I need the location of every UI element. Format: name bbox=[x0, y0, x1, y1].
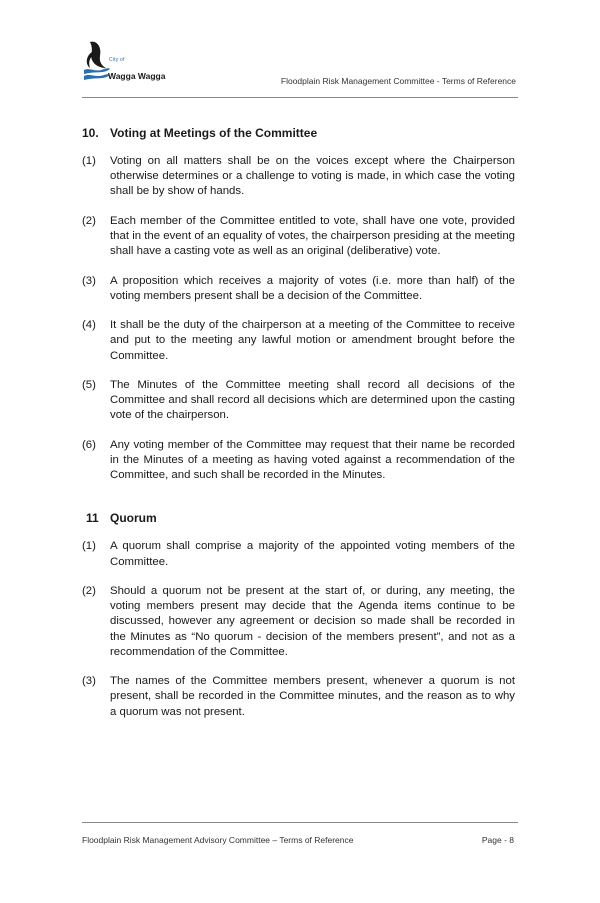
header-divider bbox=[82, 97, 518, 98]
page-number: Page - 8 bbox=[481, 835, 514, 845]
clause-text: A proposition which receives a majority of votes (i.e. more than half) of the voting members present shall be a decision of the Committee. bbox=[110, 274, 515, 302]
clause-text: It shall be the duty of the chairperson at a meeting of the Committee to receive and put to the meeting any lawful motion or amendment brought before the Committee. bbox=[110, 319, 515, 362]
logo-name: Wagga Wagga bbox=[108, 71, 166, 81]
section-number: 10. bbox=[82, 126, 99, 140]
clause bbox=[82, 438, 515, 484]
clause-text: The names of the Committee members present, whenever a quorum is not present, shall be recorded in the Committee minutes, and the reason as to why a quorum was not present. bbox=[110, 675, 515, 718]
clause bbox=[82, 214, 515, 260]
clause bbox=[82, 154, 515, 200]
section-heading bbox=[82, 126, 515, 140]
clause bbox=[82, 318, 515, 364]
clause bbox=[82, 674, 515, 720]
clause-text: A quorum shall comprise a majority of the appointed voting members of the Committee. bbox=[110, 540, 515, 568]
clause-text: Each member of the Committee entitled to vote, shall have one vote, provided that in the event of an equality of votes, the chairperson presiding at the meeting shall have a casting vote as well as an original (deliberative) vote. bbox=[110, 214, 515, 258]
clause-number: (4) bbox=[82, 319, 96, 332]
clause-number: (1) bbox=[82, 540, 96, 553]
logo-small-text: City of bbox=[109, 57, 125, 63]
page-header bbox=[82, 38, 518, 100]
document-body bbox=[82, 126, 515, 734]
clause-number: (5) bbox=[82, 378, 96, 391]
clause-number: (3) bbox=[82, 274, 96, 287]
section-heading bbox=[82, 511, 515, 525]
section-title: Quorum bbox=[110, 511, 157, 526]
footer-divider bbox=[82, 822, 518, 823]
header-title: Floodplain Risk Management Committee - Terms of Reference bbox=[280, 76, 516, 86]
clause bbox=[82, 539, 515, 569]
clause-number: (2) bbox=[82, 214, 96, 227]
clause-number: (2) bbox=[82, 584, 96, 597]
section-title: Voting at Meetings of the Committee bbox=[110, 126, 318, 140]
clause bbox=[82, 584, 515, 660]
clause-number: (6) bbox=[82, 438, 96, 451]
clause-text: Any voting member of the Committee may request that their name be recorded in the Minutes of a meeting as having voted against a recommendation of the Committee, and such shall be recorded in the Minutes. bbox=[110, 438, 515, 482]
clause bbox=[82, 378, 515, 424]
city-logo bbox=[82, 38, 192, 88]
footer-title: Floodplain Risk Management Advisory Committee – Terms of Reference bbox=[82, 835, 354, 845]
clause bbox=[82, 274, 515, 304]
clause-text: The Minutes of the Committee meeting shall record all decisions of the Committee and shall record all decisions which are determined upon the casting vote of the chairperson. bbox=[110, 378, 515, 422]
section-number: 11 bbox=[86, 511, 99, 526]
clause-number: (3) bbox=[82, 675, 96, 688]
clause-text: Should a quorum not be present at the start of, or during, any meeting, the voting members present may decide that the Agenda items continue to be discussed, however any agreement or decision so made shall be recorded in the Minutes as “No quorum - decision of the members present”, and not as a recommendation of the Committee. bbox=[110, 584, 515, 658]
clause-text: Voting on all matters shall be on the voices except where the Chairperson otherwise determines or a challenge to voting is made, in which case the voting shall be by show of hands. bbox=[110, 155, 515, 198]
clause-number: (1) bbox=[82, 155, 96, 167]
